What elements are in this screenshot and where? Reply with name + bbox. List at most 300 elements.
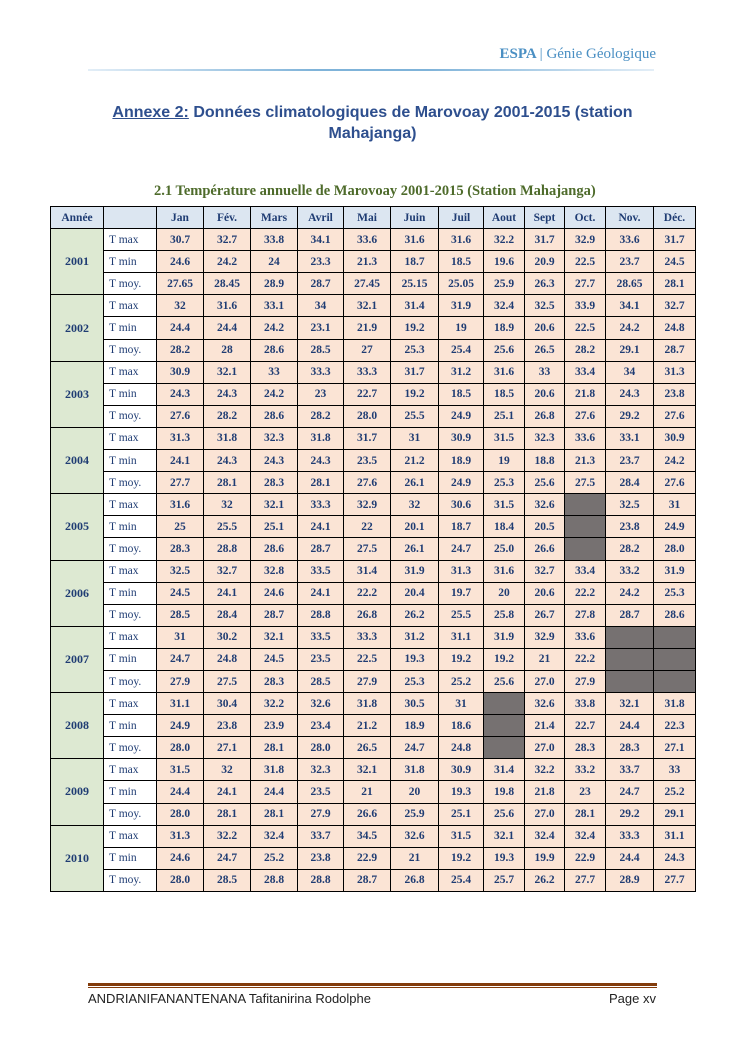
- value-cell: 25.3: [391, 339, 439, 361]
- value-cell: 28.5: [298, 339, 344, 361]
- value-cell: 28.65: [606, 273, 654, 295]
- value-cell: 20.9: [525, 251, 565, 273]
- value-cell: 28.6: [251, 405, 298, 427]
- value-cell: 27.0: [525, 803, 565, 825]
- value-cell: 25.5: [391, 405, 439, 427]
- value-cell: 21: [344, 781, 391, 803]
- value-cell: 33: [654, 759, 696, 781]
- value-cell: 26.5: [525, 339, 565, 361]
- value-cell: 33.6: [565, 626, 606, 648]
- value-cell: 24.3: [298, 450, 344, 472]
- value-cell: 32.3: [251, 427, 298, 449]
- value-cell: 28.8: [204, 538, 251, 560]
- value-cell: 20.6: [525, 317, 565, 339]
- value-cell: 28.45: [204, 273, 251, 295]
- value-cell: 24.8: [204, 648, 251, 670]
- value-cell: 31.4: [344, 560, 391, 582]
- value-cell: 28.6: [251, 538, 298, 560]
- value-cell: 30.2: [204, 626, 251, 648]
- value-cell: 32.1: [344, 759, 391, 781]
- value-cell: 30.9: [157, 361, 204, 383]
- table-row: [51, 604, 696, 626]
- value-cell: 28.0: [344, 405, 391, 427]
- value-cell: 25.3: [484, 472, 525, 494]
- value-cell: 27.7: [157, 472, 204, 494]
- year-cell: 2001: [51, 229, 104, 295]
- value-cell: 24.5: [157, 582, 204, 604]
- value-cell: 31.6: [484, 361, 525, 383]
- value-cell: 25.15: [391, 273, 439, 295]
- value-cell: 27.6: [654, 405, 696, 427]
- value-cell: 28.8: [251, 869, 298, 891]
- value-cell: 25.4: [439, 869, 484, 891]
- value-cell: 25.2: [251, 847, 298, 869]
- value-cell: 33.7: [298, 825, 344, 847]
- value-cell: 32.4: [525, 825, 565, 847]
- value-cell: 33.2: [606, 560, 654, 582]
- value-cell: 22.2: [565, 582, 606, 604]
- param-cell: T max: [104, 693, 157, 715]
- value-cell: 19.2: [439, 847, 484, 869]
- value-cell: 20.1: [391, 516, 439, 538]
- value-cell: 32.5: [157, 560, 204, 582]
- value-cell: 32.9: [525, 626, 565, 648]
- missing-data-cell: [606, 648, 654, 670]
- value-cell: 25.2: [654, 781, 696, 803]
- value-cell: 31.1: [654, 825, 696, 847]
- param-cell: T min: [104, 715, 157, 737]
- value-cell: 33.3: [606, 825, 654, 847]
- value-cell: 24.3: [157, 383, 204, 405]
- table-row: [51, 427, 696, 449]
- value-cell: 22: [344, 516, 391, 538]
- value-cell: 32.9: [344, 494, 391, 516]
- table-header-row: [51, 207, 696, 229]
- value-cell: 26.3: [525, 273, 565, 295]
- value-cell: 24.2: [606, 317, 654, 339]
- value-cell: 27.0: [525, 737, 565, 759]
- value-cell: 20.4: [391, 582, 439, 604]
- value-cell: 25.05: [439, 273, 484, 295]
- header-month: Mai: [344, 207, 391, 229]
- header-org: ESPA: [499, 46, 536, 62]
- value-cell: 33.3: [298, 361, 344, 383]
- table-row: [51, 847, 696, 869]
- value-cell: 31.8: [251, 759, 298, 781]
- value-cell: 19.2: [439, 648, 484, 670]
- value-cell: 20: [391, 781, 439, 803]
- value-cell: 33.5: [298, 626, 344, 648]
- value-cell: 31.6: [439, 229, 484, 251]
- value-cell: 31: [654, 494, 696, 516]
- param-cell: T moy.: [104, 273, 157, 295]
- header-month: Juin: [391, 207, 439, 229]
- value-cell: 24.7: [157, 648, 204, 670]
- footer-author: ANDRIANIFANANTENANA Tafitanirina Rodolphe: [88, 991, 371, 1006]
- value-cell: 27.6: [157, 405, 204, 427]
- value-cell: 28: [204, 339, 251, 361]
- value-cell: 20.6: [525, 383, 565, 405]
- value-cell: 27.7: [654, 869, 696, 891]
- value-cell: 28.0: [157, 737, 204, 759]
- table-row: [51, 450, 696, 472]
- value-cell: 28.1: [251, 803, 298, 825]
- table-row: [51, 693, 696, 715]
- value-cell: 20.5: [525, 516, 565, 538]
- value-cell: 24.6: [251, 582, 298, 604]
- value-cell: 28.2: [157, 339, 204, 361]
- value-cell: 33.3: [344, 626, 391, 648]
- value-cell: 28.1: [654, 273, 696, 295]
- value-cell: 25.9: [391, 803, 439, 825]
- param-cell: T moy.: [104, 604, 157, 626]
- value-cell: 28.6: [251, 339, 298, 361]
- table-row: [51, 339, 696, 361]
- param-cell: T max: [104, 560, 157, 582]
- value-cell: 25.3: [654, 582, 696, 604]
- annex-label: Annexe 2:: [112, 104, 189, 121]
- value-cell: 28.2: [606, 538, 654, 560]
- value-cell: 34.5: [344, 825, 391, 847]
- value-cell: 19.3: [391, 648, 439, 670]
- value-cell: 33.7: [606, 759, 654, 781]
- value-cell: 25.6: [484, 670, 525, 692]
- value-cell: 18.5: [439, 251, 484, 273]
- value-cell: 24.1: [204, 781, 251, 803]
- value-cell: 24.4: [157, 317, 204, 339]
- value-cell: 18.9: [391, 715, 439, 737]
- value-cell: 32.1: [251, 626, 298, 648]
- value-cell: 28.7: [298, 273, 344, 295]
- value-cell: 28.0: [298, 737, 344, 759]
- value-cell: 18.7: [439, 516, 484, 538]
- value-cell: 33.9: [565, 295, 606, 317]
- value-cell: 21.8: [565, 383, 606, 405]
- value-cell: 27.9: [298, 803, 344, 825]
- value-cell: 24.9: [157, 715, 204, 737]
- table-row: [51, 582, 696, 604]
- table-row: [51, 317, 696, 339]
- value-cell: 22.5: [565, 317, 606, 339]
- value-cell: 25.7: [484, 869, 525, 891]
- table-row: [51, 538, 696, 560]
- value-cell: 29.1: [654, 803, 696, 825]
- value-cell: 32.3: [298, 759, 344, 781]
- value-cell: 24.4: [251, 781, 298, 803]
- section-title: 2.1 Température annuelle de Marovoay 2001-2015 (Station Mahajanga): [154, 183, 596, 199]
- value-cell: 26.8: [391, 869, 439, 891]
- value-cell: 23.8: [606, 516, 654, 538]
- value-cell: 31.1: [157, 693, 204, 715]
- value-cell: 22.2: [565, 648, 606, 670]
- value-cell: 33.3: [344, 361, 391, 383]
- missing-data-cell: [484, 715, 525, 737]
- value-cell: 19: [484, 450, 525, 472]
- value-cell: 31.2: [391, 626, 439, 648]
- value-cell: 31.3: [654, 361, 696, 383]
- value-cell: 28.3: [606, 737, 654, 759]
- value-cell: 32: [157, 295, 204, 317]
- value-cell: 28.2: [204, 405, 251, 427]
- value-cell: 19.7: [439, 582, 484, 604]
- value-cell: 24.7: [606, 781, 654, 803]
- value-cell: 27.9: [565, 670, 606, 692]
- value-cell: 28.7: [606, 604, 654, 626]
- param-cell: T moy.: [104, 803, 157, 825]
- value-cell: 32.7: [204, 229, 251, 251]
- value-cell: 32.4: [484, 295, 525, 317]
- value-cell: 19.2: [391, 383, 439, 405]
- value-cell: 29.2: [606, 803, 654, 825]
- value-cell: 32.3: [525, 427, 565, 449]
- value-cell: 24.4: [606, 715, 654, 737]
- param-cell: T max: [104, 295, 157, 317]
- value-cell: 23.7: [606, 450, 654, 472]
- value-cell: 22.2: [344, 582, 391, 604]
- value-cell: 32.4: [251, 825, 298, 847]
- value-cell: 21: [525, 648, 565, 670]
- value-cell: 24.3: [606, 383, 654, 405]
- value-cell: 33.3: [298, 494, 344, 516]
- value-cell: 23.9: [251, 715, 298, 737]
- page-number: Page xv: [609, 991, 656, 1006]
- header-month: Jan: [157, 207, 204, 229]
- value-cell: 31.7: [344, 427, 391, 449]
- value-cell: 31.6: [391, 229, 439, 251]
- value-cell: 28.5: [204, 869, 251, 891]
- value-cell: 31.5: [157, 759, 204, 781]
- value-cell: 18.9: [439, 450, 484, 472]
- value-cell: 24.3: [654, 847, 696, 869]
- missing-data-cell: [654, 648, 696, 670]
- value-cell: 28.1: [204, 803, 251, 825]
- value-cell: 24.6: [157, 847, 204, 869]
- value-cell: 30.9: [439, 759, 484, 781]
- year-cell: 2006: [51, 560, 104, 626]
- value-cell: 30.5: [391, 693, 439, 715]
- value-cell: 27.0: [525, 670, 565, 692]
- value-cell: 24.2: [204, 251, 251, 273]
- value-cell: 26.6: [525, 538, 565, 560]
- table-row: [51, 361, 696, 383]
- value-cell: 26.7: [525, 604, 565, 626]
- value-cell: 32.6: [391, 825, 439, 847]
- value-cell: 24.6: [157, 251, 204, 273]
- value-cell: 23.5: [298, 648, 344, 670]
- value-cell: 18.7: [391, 251, 439, 273]
- value-cell: 32.5: [606, 494, 654, 516]
- value-cell: 24.1: [204, 582, 251, 604]
- table-row: [51, 759, 696, 781]
- value-cell: 21: [391, 847, 439, 869]
- temperature-table: [50, 206, 696, 892]
- value-cell: 23.5: [298, 781, 344, 803]
- value-cell: 24.1: [157, 450, 204, 472]
- value-cell: 25.3: [391, 670, 439, 692]
- value-cell: 19.8: [484, 781, 525, 803]
- value-cell: 31.7: [525, 229, 565, 251]
- year-cell: 2009: [51, 759, 104, 825]
- value-cell: 31.5: [484, 494, 525, 516]
- value-cell: 23.8: [654, 383, 696, 405]
- value-cell: 29.2: [606, 405, 654, 427]
- value-cell: 31.9: [654, 560, 696, 582]
- value-cell: 32.5: [525, 295, 565, 317]
- value-cell: 27.7: [565, 273, 606, 295]
- value-cell: 24.7: [391, 737, 439, 759]
- value-cell: 32.7: [654, 295, 696, 317]
- value-cell: 32.7: [525, 560, 565, 582]
- header-rule: [88, 69, 654, 71]
- value-cell: 31.7: [654, 229, 696, 251]
- value-cell: 22.7: [565, 715, 606, 737]
- header-month: Sept: [525, 207, 565, 229]
- value-cell: 33.6: [565, 427, 606, 449]
- table-row: [51, 825, 696, 847]
- value-cell: 33.1: [251, 295, 298, 317]
- param-cell: T moy.: [104, 339, 157, 361]
- value-cell: 32.6: [525, 494, 565, 516]
- value-cell: 31: [391, 427, 439, 449]
- value-cell: 28.9: [251, 273, 298, 295]
- value-cell: 26.2: [525, 869, 565, 891]
- value-cell: 24.1: [298, 582, 344, 604]
- value-cell: 32: [391, 494, 439, 516]
- value-cell: 28.4: [606, 472, 654, 494]
- table-row: [51, 626, 696, 648]
- value-cell: 25.6: [484, 803, 525, 825]
- value-cell: 22.5: [344, 648, 391, 670]
- value-cell: 27.5: [204, 670, 251, 692]
- value-cell: 23.8: [298, 847, 344, 869]
- value-cell: 31.3: [157, 427, 204, 449]
- value-cell: 24.5: [654, 251, 696, 273]
- value-cell: 31.5: [484, 427, 525, 449]
- value-cell: 23.5: [344, 450, 391, 472]
- value-cell: 28.1: [565, 803, 606, 825]
- value-cell: 19.2: [484, 648, 525, 670]
- value-cell: 24.9: [654, 516, 696, 538]
- value-cell: 27.7: [565, 869, 606, 891]
- value-cell: 31.8: [344, 693, 391, 715]
- value-cell: 18.9: [484, 317, 525, 339]
- value-cell: 34.1: [606, 295, 654, 317]
- value-cell: 24.4: [606, 847, 654, 869]
- param-cell: T min: [104, 781, 157, 803]
- value-cell: 32.1: [344, 295, 391, 317]
- param-cell: T max: [104, 825, 157, 847]
- value-cell: 19: [439, 317, 484, 339]
- value-cell: 22.9: [344, 847, 391, 869]
- value-cell: 28.3: [565, 737, 606, 759]
- value-cell: 31.6: [157, 494, 204, 516]
- value-cell: 25.5: [439, 604, 484, 626]
- value-cell: 30.4: [204, 693, 251, 715]
- value-cell: 19.3: [439, 781, 484, 803]
- table-row: [51, 737, 696, 759]
- value-cell: 18.8: [525, 450, 565, 472]
- header-month: Nov.: [606, 207, 654, 229]
- value-cell: 32.1: [204, 361, 251, 383]
- value-cell: 23.7: [606, 251, 654, 273]
- value-cell: 27.45: [344, 273, 391, 295]
- value-cell: 24.9: [439, 405, 484, 427]
- value-cell: 27.9: [157, 670, 204, 692]
- value-cell: 27.8: [565, 604, 606, 626]
- missing-data-cell: [565, 538, 606, 560]
- value-cell: 25.8: [484, 604, 525, 626]
- value-cell: 32.4: [565, 825, 606, 847]
- value-cell: 31.8: [654, 693, 696, 715]
- value-cell: 28.2: [565, 339, 606, 361]
- value-cell: 31.9: [484, 626, 525, 648]
- value-cell: 28.3: [251, 472, 298, 494]
- value-cell: 22.3: [654, 715, 696, 737]
- value-cell: 33.4: [565, 560, 606, 582]
- value-cell: 28.7: [298, 538, 344, 560]
- value-cell: 19.2: [391, 317, 439, 339]
- value-cell: 26.2: [391, 604, 439, 626]
- value-cell: 33: [251, 361, 298, 383]
- value-cell: 18.5: [439, 383, 484, 405]
- value-cell: 33.8: [565, 693, 606, 715]
- value-cell: 31.9: [391, 560, 439, 582]
- param-cell: T moy.: [104, 670, 157, 692]
- value-cell: 31.2: [439, 361, 484, 383]
- value-cell: 21.4: [525, 715, 565, 737]
- value-cell: 21.3: [565, 450, 606, 472]
- table-row: [51, 229, 696, 251]
- value-cell: 28.0: [157, 869, 204, 891]
- param-cell: T min: [104, 251, 157, 273]
- value-cell: 34: [298, 295, 344, 317]
- value-cell: 24.2: [251, 317, 298, 339]
- param-cell: T max: [104, 626, 157, 648]
- header-month: Fév.: [204, 207, 251, 229]
- footer-rule: [88, 983, 657, 988]
- value-cell: 32: [204, 759, 251, 781]
- value-cell: 18.6: [439, 715, 484, 737]
- missing-data-cell: [654, 670, 696, 692]
- year-cell: 2003: [51, 361, 104, 427]
- value-cell: 20.6: [525, 582, 565, 604]
- value-cell: 31.4: [484, 759, 525, 781]
- value-cell: 24.1: [298, 516, 344, 538]
- header-department: Génie Géologique: [546, 46, 656, 62]
- value-cell: 28.5: [298, 670, 344, 692]
- value-cell: 28.1: [251, 737, 298, 759]
- value-cell: 31.8: [391, 759, 439, 781]
- value-cell: 31.4: [391, 295, 439, 317]
- value-cell: 28.5: [157, 604, 204, 626]
- value-cell: 19.6: [484, 251, 525, 273]
- header-year: Année: [51, 207, 104, 229]
- value-cell: 24.2: [654, 450, 696, 472]
- value-cell: 27.9: [344, 670, 391, 692]
- table-row: [51, 715, 696, 737]
- header-param: [104, 207, 157, 229]
- value-cell: 32.2: [525, 759, 565, 781]
- value-cell: 28.0: [157, 803, 204, 825]
- value-cell: 28.3: [157, 538, 204, 560]
- value-cell: 28.1: [298, 472, 344, 494]
- value-cell: 27.65: [157, 273, 204, 295]
- value-cell: 24.2: [251, 383, 298, 405]
- value-cell: 26.6: [344, 803, 391, 825]
- table-row: [51, 670, 696, 692]
- table-row: [51, 383, 696, 405]
- year-cell: 2010: [51, 825, 104, 891]
